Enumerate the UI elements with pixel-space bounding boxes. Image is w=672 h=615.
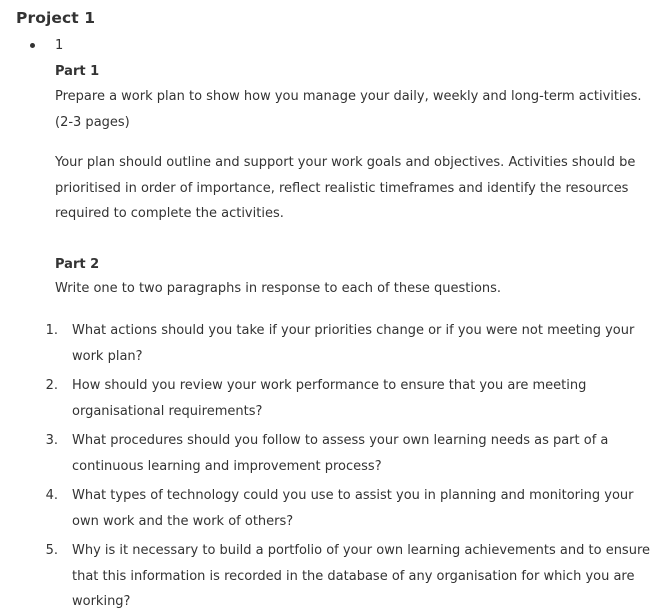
part-1-heading: Part 1 (55, 64, 100, 79)
question-text: How should you review your work performance to ensure that you are meeting organisational requirements? (72, 378, 587, 419)
question-number: 3. (45, 433, 58, 448)
part-1-paragraph-2: Your plan should outline and support your work goals and objectives. Activities should be prioritised in order of importance, reflect realistic timeframes and identify the resources required to complete the activities. (55, 155, 636, 221)
part-1-paragraph-1: Prepare a work plan to show how you manage your daily, weekly and long-term activities. (2-3 pages) (55, 89, 642, 130)
question-item (0, 373, 672, 428)
question-item (0, 318, 672, 373)
question-number: 1. (45, 323, 58, 338)
question-item (0, 483, 672, 538)
question-number: 5. (45, 543, 58, 558)
bullet-item-label: 1 (55, 38, 64, 53)
part-2-intro: Write one to two paragraphs in response to each of these questions. (55, 281, 502, 296)
question-number: 2. (45, 378, 58, 393)
question-text: What procedures should you follow to assess your own learning needs as part of a continuous learning and improvement process? (72, 433, 609, 474)
questions-list (0, 318, 672, 609)
question-text: What actions should you take if your priorities change or if you were not meeting your work plan? (72, 323, 635, 364)
question-item (0, 538, 672, 609)
question-item (0, 428, 672, 483)
page-title: Project 1 (16, 9, 96, 27)
question-text: What types of technology could you use to assist you in planning and monitoring your own work and the work of others? (72, 488, 634, 529)
question-text: Why is it necessary to build a portfolio of your own learning achievements and to ensure that this information is recorded in the database of any organisation for which you are working? (72, 543, 650, 609)
bullet-dot-icon (30, 43, 35, 48)
part-2-heading: Part 2 (55, 257, 100, 272)
question-number: 4. (45, 488, 58, 503)
